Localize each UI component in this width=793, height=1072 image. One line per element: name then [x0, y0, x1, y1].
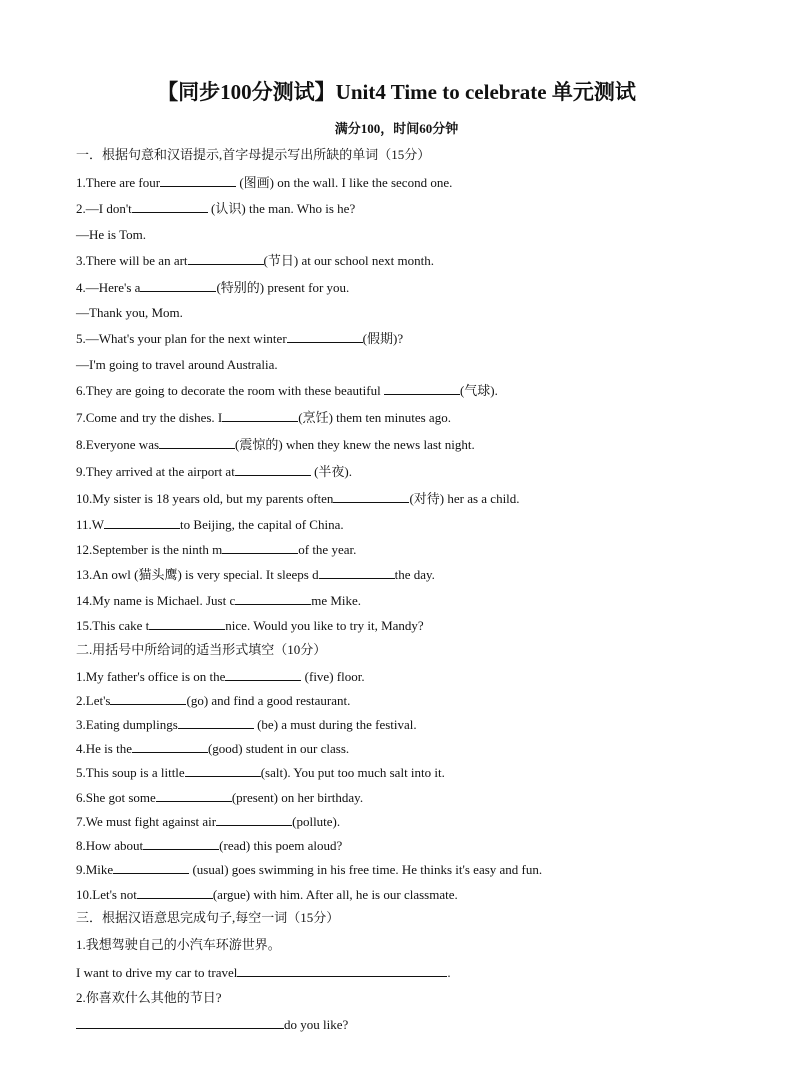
question-item [76, 861, 542, 878]
question-text: . [447, 965, 451, 980]
question-text: (假期)? [362, 331, 404, 346]
question-item [76, 692, 350, 709]
question-text: 10.My sister is 18 years old, but my parents often [76, 491, 334, 506]
question-item [76, 592, 361, 609]
answer-blank[interactable] [188, 252, 264, 265]
question-text: 1.我想驾驶自己的小汽车环游世界。 [76, 937, 281, 952]
answer-blank[interactable] [160, 174, 236, 187]
question-item [76, 490, 520, 507]
answer-blank[interactable] [222, 409, 298, 422]
answer-blank[interactable] [137, 886, 213, 899]
question-text: (特别的) present for you. [216, 280, 350, 295]
question-text: (图画) on the wall. I like the second one. [236, 175, 453, 190]
question-item [76, 463, 352, 480]
question-text: 10.Let's not [76, 887, 137, 902]
question-item [76, 764, 445, 781]
answer-blank[interactable] [225, 668, 301, 681]
answer-blank[interactable] [185, 764, 261, 777]
question-text: 14.My name is Michael. Just c [76, 593, 236, 608]
question-text: (认识) the man. Who is he? [207, 201, 356, 216]
question-item [76, 252, 434, 269]
question-text: 12.September is the ninth m [76, 542, 223, 557]
question-text: (argue) with him. After all, he is our classmate. [212, 887, 458, 902]
section-header: 二.用括号中所给词的适当形式填空（10分） [76, 642, 327, 657]
question-item: —I'm going to travel around Australia. [76, 357, 278, 372]
question-text: 5.This soup is a little [76, 765, 185, 780]
question-item [76, 174, 452, 191]
question-text: (go) and find a good restaurant. [186, 693, 351, 708]
answer-blank[interactable] [319, 566, 395, 579]
question-text: 5.—What's your plan for the next winter [76, 331, 287, 346]
question-item [76, 886, 458, 903]
question-item: —He is Tom. [76, 227, 146, 242]
question-text: (salt). You put too much salt into it. [260, 765, 445, 780]
question-text: 2.Let's [76, 693, 111, 708]
question-text: 11.W [76, 517, 105, 532]
question-text: (气球). [459, 383, 498, 398]
question-item [76, 716, 417, 733]
question-item [76, 516, 344, 533]
question-item [76, 668, 365, 685]
answer-blank[interactable] [384, 382, 460, 395]
question-text: 3.Eating dumplings [76, 717, 178, 732]
answer-blank[interactable] [237, 964, 447, 977]
question-item [76, 279, 349, 296]
question-text: 2.—I don't [76, 201, 132, 216]
question-item [76, 813, 340, 830]
question-text: (read) this poem aloud? [219, 838, 343, 853]
question-text: to Beijing, the capital of China. [180, 517, 344, 532]
question-text: (节日) at our school next month. [263, 253, 434, 268]
answer-blank[interactable] [140, 279, 216, 292]
page-subtitle: 满分100，时间60分钟 [334, 121, 459, 136]
answer-blank[interactable] [113, 861, 189, 874]
question-text: nice. Would you like to try it, Mandy? [225, 618, 424, 633]
answer-blank[interactable] [222, 541, 298, 554]
question-text: 8.Everyone was [76, 437, 160, 452]
answer-blank[interactable] [216, 813, 292, 826]
section-header: 一．根据句意和汉语提示,首字母提示写出所缺的单词（15分） [76, 147, 431, 162]
question-text: (半夜). [310, 464, 352, 479]
question-item [76, 1016, 348, 1033]
question-item [76, 964, 451, 981]
answer-blank[interactable] [159, 436, 235, 449]
question-text: 3.There will be an art [76, 253, 188, 268]
answer-blank[interactable] [178, 716, 254, 729]
question-text: 4.—Here's a [76, 280, 141, 295]
question-text: of the year. [298, 542, 357, 557]
question-text: (对待) her as a child. [409, 491, 520, 506]
question-text: 4.He is the [76, 741, 132, 756]
answer-blank[interactable] [287, 330, 363, 343]
question-text: me Mike. [311, 593, 362, 608]
question-text: 6.They are going to decorate the room with these beautiful [76, 383, 384, 398]
question-text: (present) on her birthday. [231, 790, 364, 805]
question-text: (five) floor. [301, 669, 365, 684]
question-item [76, 436, 475, 453]
question-text: the day. [394, 567, 435, 582]
question-text: 15.This cake t [76, 618, 150, 633]
question-text: (震惊的) when they knew the news last night. [235, 437, 475, 452]
answer-blank[interactable] [132, 740, 208, 753]
question-text: 1.There are four [76, 175, 161, 190]
question-text: 7.We must fight against air [76, 814, 217, 829]
question-text: 8.How about [76, 838, 144, 853]
question-text: 1.My father's office is on the [76, 669, 226, 684]
answer-blank[interactable] [110, 692, 186, 705]
question-item [76, 330, 403, 347]
question-item [76, 617, 424, 634]
question-text: 13.An owl (猫头鹰) is very special. It sleeps d [76, 567, 319, 582]
question-text: 9.They arrived at the airport at [76, 464, 235, 479]
question-text: (be) a must during the festival. [253, 717, 417, 732]
answer-blank[interactable] [235, 592, 311, 605]
question-text: do you like? [284, 1017, 349, 1032]
question-text: (usual) goes swimming in his free time. He thinks it's easy and fun. [189, 862, 543, 877]
answer-blank[interactable] [235, 463, 311, 476]
question-item [76, 789, 363, 806]
question-item [76, 200, 355, 217]
answer-blank[interactable] [76, 1016, 284, 1029]
answer-blank[interactable] [143, 837, 219, 850]
question-item [76, 837, 342, 854]
answer-blank[interactable] [149, 617, 225, 630]
answer-blank[interactable] [156, 789, 232, 802]
question-item [76, 566, 435, 583]
question-item [76, 409, 451, 426]
question-item [76, 382, 498, 399]
answer-blank[interactable] [104, 516, 180, 529]
question-text: (pollute). [292, 814, 341, 829]
question-item: —Thank you, Mom. [76, 305, 183, 320]
question-text: 7.Come and try the dishes. I [76, 410, 223, 425]
question-text: 6.She got some [76, 790, 156, 805]
section-header: 三．根据汉语意思完成句子,每空一词（15分） [76, 910, 340, 925]
question-text: 9.Mike [76, 862, 114, 877]
question-item [76, 740, 349, 757]
answer-blank[interactable] [132, 200, 208, 213]
question-text: 2.你喜欢什么其他的节日? [76, 990, 222, 1005]
question-text: I want to drive my car to travel [76, 965, 238, 980]
answer-blank[interactable] [333, 490, 409, 503]
question-item [76, 541, 356, 558]
question-text: (烹饪) them ten minutes ago. [298, 410, 451, 425]
page-title: 【同步100分测试】Unit4 Time to celebrate 单元测试 [157, 80, 636, 104]
question-text: (good) student in our class. [207, 741, 350, 756]
